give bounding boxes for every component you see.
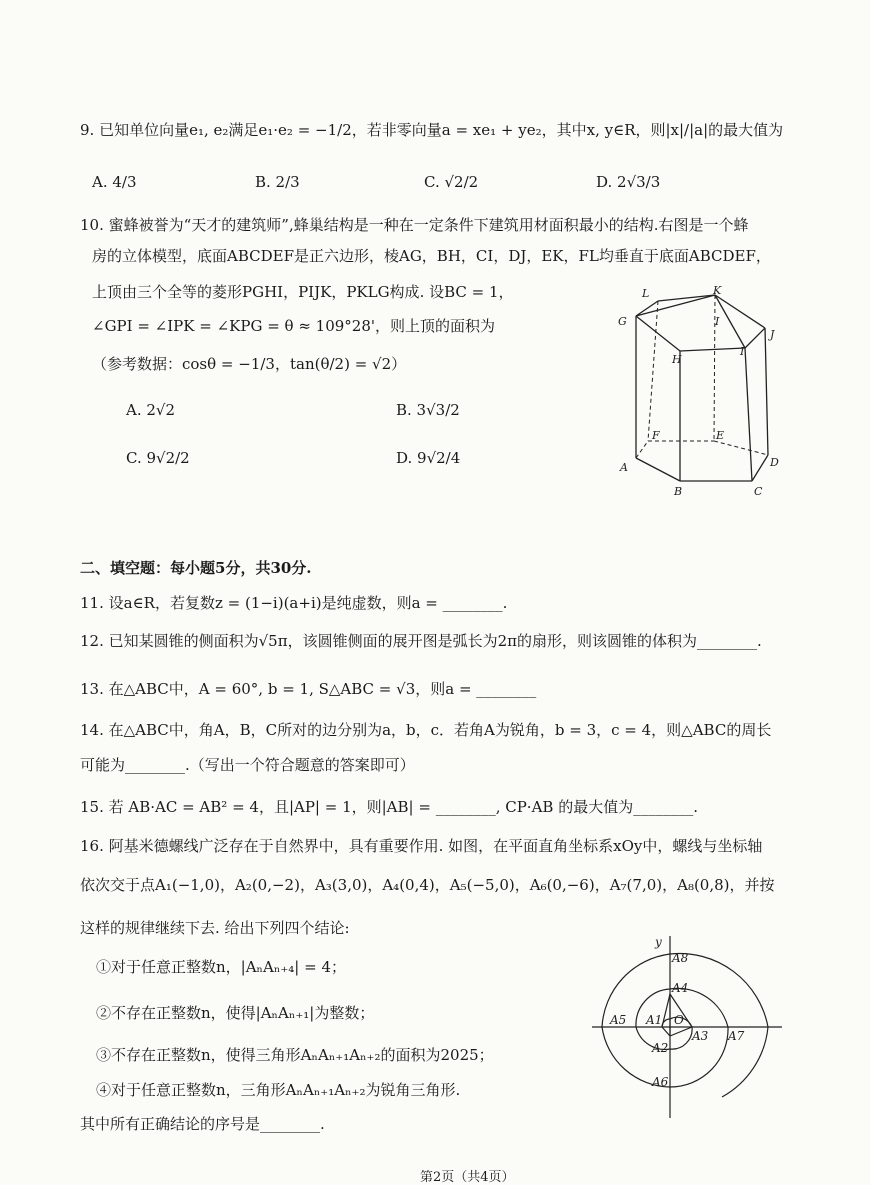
label-a7: A7 bbox=[728, 1029, 745, 1043]
q9-option-d: D. 2√3/3 bbox=[596, 173, 661, 191]
q10-option-a: A. 2√2 bbox=[126, 401, 176, 419]
q10-line2: 房的立体模型，底面ABCDEF是正六边形，棱AG，BH，CI，DJ，EK，FL均垂直于底面ABCDEF， bbox=[92, 247, 771, 265]
label-c: C bbox=[754, 485, 763, 498]
label-y: y bbox=[655, 935, 662, 949]
label-a: A bbox=[620, 461, 628, 474]
q9-option-a: A. 4/3 bbox=[92, 173, 137, 191]
label-a5: A5 bbox=[610, 1013, 627, 1027]
q14-line1: 14. 在△ABC中，角A，B，C所对的边分别为a，b，c．若角A为锐角，b = 3，c = 4，则△ABC的周长 bbox=[80, 721, 772, 739]
label-a2: A2 bbox=[652, 1041, 669, 1055]
q10-option-b: B. 3√3/2 bbox=[396, 401, 460, 419]
q16-item1: ①对于任意正整数n，|AₙAₙ₊₄| = 4； bbox=[96, 958, 346, 976]
label-d: D bbox=[770, 456, 779, 469]
q10-option-d: D. 9√2/4 bbox=[396, 449, 461, 467]
q10-line3: 上顶由三个全等的菱形PGHI，PIJK，PKLG构成. 设BC = 1， bbox=[92, 283, 514, 301]
label-h: H bbox=[672, 353, 682, 366]
spiral-figure bbox=[592, 932, 788, 1122]
q16-last: 其中所有正确结论的序号是________. bbox=[80, 1115, 325, 1133]
q16-line3: 这样的规律继续下去. 给出下列四个结论: bbox=[80, 919, 350, 937]
label-a1: A1 bbox=[646, 1013, 663, 1027]
label-i: I bbox=[740, 345, 745, 358]
q10-line4: ∠GPI = ∠IPK = ∠KPG = θ ≈ 109°28'，则上顶的面积为 bbox=[92, 317, 496, 335]
label-l: L bbox=[642, 287, 650, 300]
label-a3: A3 bbox=[692, 1029, 709, 1043]
label-a8: A8 bbox=[672, 951, 689, 965]
q16-line1: 16. 阿基米德螺线广泛存在于自然界中，具有重要作用. 如图，在平面直角坐标系xOy中，螺线与坐标轴 bbox=[80, 837, 763, 855]
label-j: J bbox=[770, 328, 775, 341]
q16-item3: ③不存在正整数n，使得三角形AₙAₙ₊₁Aₙ₊₂的面积为2025； bbox=[96, 1046, 494, 1064]
label-e: E bbox=[716, 429, 725, 442]
honeycomb-prism-figure bbox=[610, 283, 790, 503]
q10-option-c: C. 9√2/2 bbox=[126, 449, 190, 467]
q9-option-b: B. 2/3 bbox=[255, 173, 300, 191]
q12: 12. 已知某圆锥的侧面积为√5π，该圆锥侧面的展开图是弧长为2π的扇形，则该圆锥的体积为________. bbox=[80, 632, 762, 650]
q9-option-c: C. √2/2 bbox=[424, 173, 479, 191]
label-g: G bbox=[618, 315, 627, 328]
page-footer: 第2页（共4页） bbox=[420, 1170, 515, 1185]
label-a6: A6 bbox=[652, 1075, 669, 1089]
label-k: K bbox=[713, 284, 722, 297]
label-f: F bbox=[652, 429, 660, 442]
q9-stem: 9. 已知单位向量e₁, e₂满足e₁·e₂ = −1/2，若非零向量a = xe₁ + ye₂，其中x, y∈R，则|x|/|a|的最大值为 bbox=[80, 121, 784, 139]
q14-line2: 可能为________.（写出一个符合题意的答案即可） bbox=[80, 756, 415, 774]
label-p: I bbox=[715, 315, 720, 328]
q10-line1: 10. 蜜蜂被誉为“天才的建筑师”,蜂巢结构是一种在一定条件下建筑用材面积最小的结构.右图是一个蜂 bbox=[80, 216, 749, 234]
q10-line5: （参考数据：cosθ = −1/3，tan(θ/2) = √2） bbox=[92, 355, 407, 373]
q16-line2: 依次交于点A₁(−1,0)，A₂(0,−2)，A₃(3,0)，A₄(0,4)，A₅(−5,0)，A₆(0,−6)，A₇(7,0)，A₈(0,8)，并按 bbox=[80, 876, 775, 894]
q15: 15. 若 AB·AC = AB² = 4，且|AP| = 1，则|AB| = ________, CP·AB 的最大值为________. bbox=[80, 798, 698, 816]
section-title: 二、填空题：每小题5分，共30分. bbox=[80, 559, 312, 577]
label-a4: A4 bbox=[672, 981, 689, 995]
q16-item4: ④对于任意正整数n，三角形AₙAₙ₊₁Aₙ₊₂为锐角三角形. bbox=[96, 1081, 461, 1099]
q13: 13. 在△ABC中，A = 60°, b = 1, S△ABC = √3，则a = ________ bbox=[80, 680, 537, 698]
label-o: O bbox=[674, 1013, 684, 1027]
label-b: B bbox=[674, 485, 683, 498]
q16-item2: ②不存在正整数n，使得|AₙAₙ₊₁|为整数； bbox=[96, 1004, 375, 1022]
q11: 11. 设a∈R，若复数z = (1−i)(a+i)是纯虚数，则a = ________. bbox=[80, 594, 508, 612]
